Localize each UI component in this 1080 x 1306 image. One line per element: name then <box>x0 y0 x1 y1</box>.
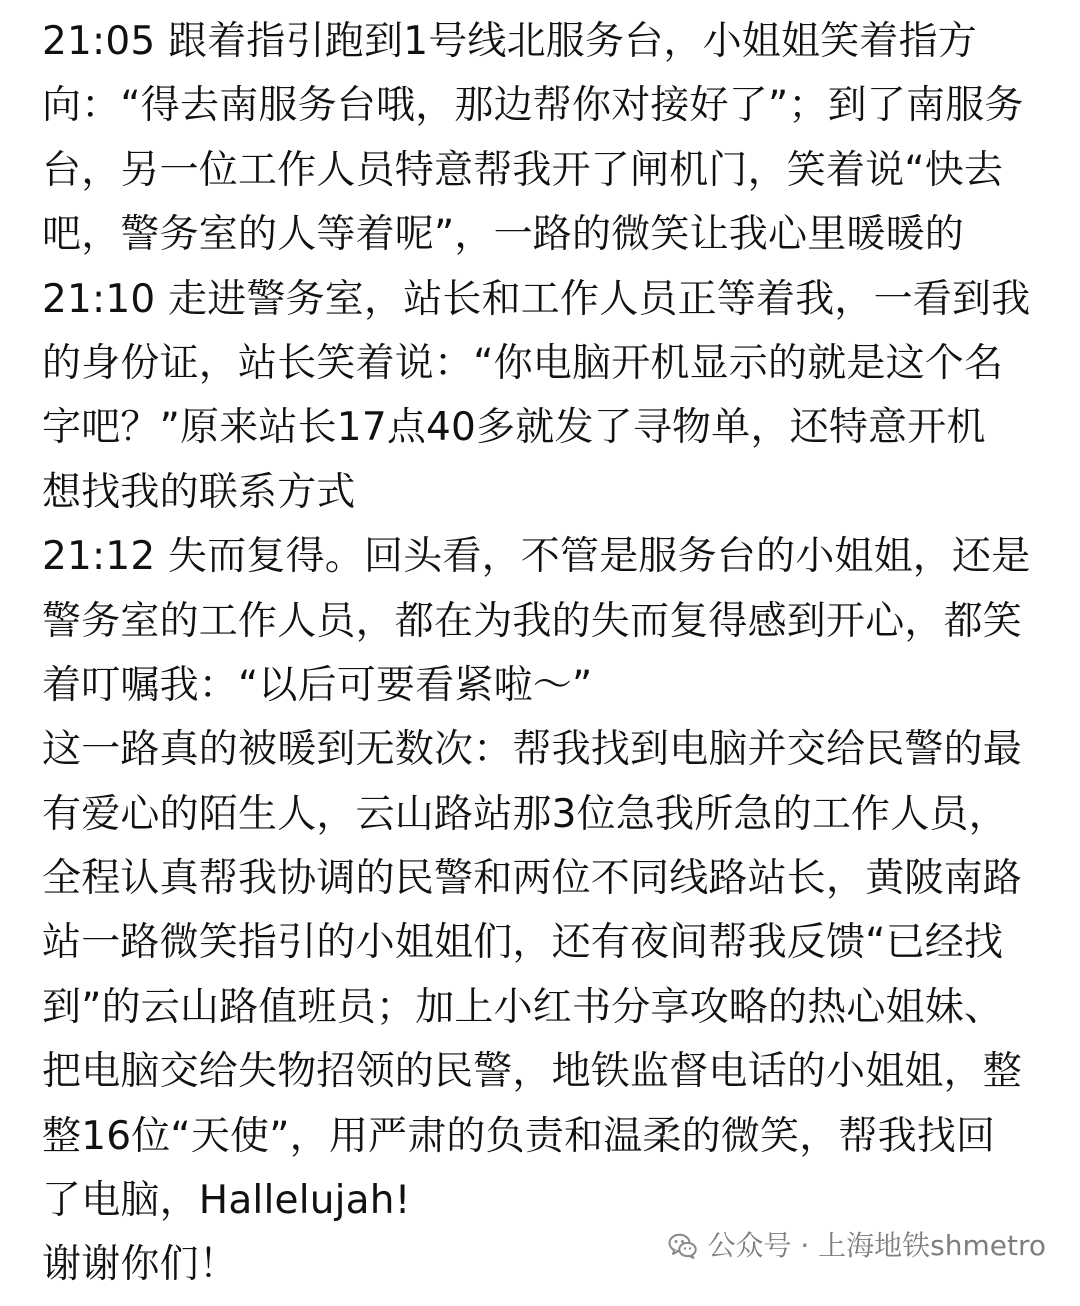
text-line-13: 有爱心的陌生人，云山路站那3位急我所急的工作人员， <box>42 791 1008 837</box>
text-line-18: 整16位“天使”，用严肃的负责和温柔的微笑，帮我找回 <box>42 1113 996 1159</box>
text-line-7: 字吧？”原来站长17点40多就发了寻物单，还特意开机 <box>42 405 986 451</box>
text-line-3: 台，另一位工作人员特意帮我开了闸机门，笑着说“快去 <box>42 147 1004 193</box>
wechat-icon <box>667 1230 699 1262</box>
text-line-1: 21:05 跟着指引跑到1号线北服务台，小姐姐笑着指方 <box>42 19 978 64</box>
text-line-6: 的身份证，站长笑着说：“你电脑开机显示的就是这个名 <box>42 340 1004 386</box>
text-line-2: 向：“得去南服务台哦，那边帮你对接好了”；到了南服务 <box>42 83 1024 129</box>
text-line-11: 着叮嘱我：“以后可要看紧啦～” <box>42 662 593 708</box>
text-line-5: 21:10 走进警务室，站长和工作人员正等着我，一看到我 <box>42 276 1031 322</box>
watermark <box>667 1230 1046 1262</box>
text-line-17: 把电脑交给失物招领的民警，地铁监督电话的小姐姐，整 <box>42 1049 1023 1095</box>
text-line-16: 到”的云山路值班员；加上小红书分享攻略的热心姐妹、 <box>42 984 1004 1030</box>
watermark-text: 公众号 · 上海地铁shmetro <box>707 1229 1046 1262</box>
text-line-10: 警务室的工作人员，都在为我的失而复得感到开心，都笑 <box>42 598 1023 644</box>
text-line-4: 吧，警务室的人等着呢”，一路的微笑让我心里暖暖的 <box>42 212 965 258</box>
text-line-12: 这一路真的被暖到无数次：帮我找到电脑并交给民警的最 <box>42 727 1023 773</box>
text-line-20: 谢谢你们！ <box>42 1242 239 1288</box>
text-line-19: 了电脑，Hallelujah! <box>42 1178 411 1224</box>
article-body <box>42 10 1052 1298</box>
text-line-14: 全程认真帮我协调的民警和两位不同线路站长，黄陂南路 <box>42 856 1023 902</box>
text-line-8: 想找我的联系方式 <box>42 469 356 515</box>
text-line-9: 21:12 失而复得。回头看，不管是服务台的小姐姐，还是 <box>42 534 1031 580</box>
text-line-15: 站一路微笑指引的小姐姐们，还有夜间帮我反馈“已经找 <box>42 920 1004 966</box>
